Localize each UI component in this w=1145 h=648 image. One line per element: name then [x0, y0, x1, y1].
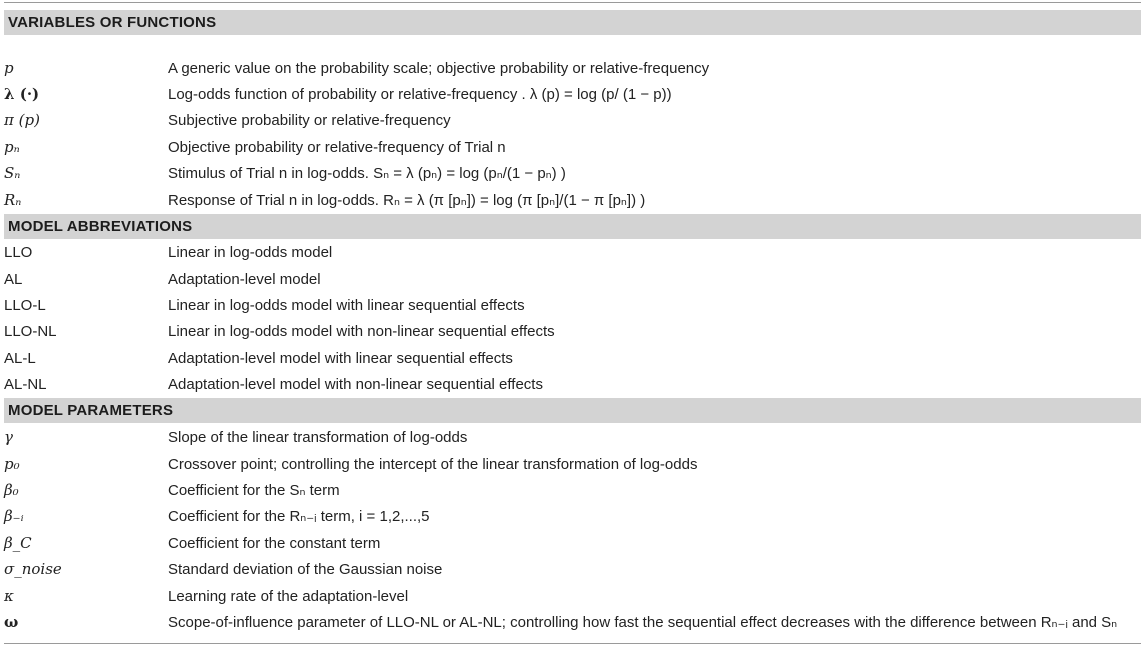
symbol-cell: AL-NL — [4, 375, 47, 393]
description-cell: A generic value on the probability scale; objective probability or relative-frequency — [168, 59, 710, 77]
description-cell: Linear in log-odds model with linear sequential effects — [168, 296, 525, 314]
section-header-abbreviations — [4, 214, 1141, 239]
description-cell: Objective probability or relative-frequency of Trial n — [168, 138, 506, 156]
section-header-parameters — [4, 398, 1141, 423]
table-row — [4, 424, 1141, 450]
symbol-cell: ω — [4, 613, 19, 631]
symbol-cell: Sₙ — [4, 164, 21, 182]
table-top-rule — [4, 2, 1141, 3]
table-row — [4, 583, 1141, 609]
section-title: VARIABLES OR FUNCTIONS — [8, 14, 217, 31]
table-row — [4, 451, 1141, 477]
table-row — [4, 345, 1141, 371]
symbol-cell: AL — [4, 270, 23, 288]
table-row — [4, 134, 1141, 160]
symbol-cell: LLO — [4, 243, 33, 261]
table-bottom-rule — [4, 643, 1141, 644]
description-cell: Scope-of-influence parameter of LLO-NL or AL-NL; controlling how fast the sequential effect decreases with the difference between Rₙ₋ᵢ and Sₙ — [168, 614, 1118, 631]
symbol-cell: β_C — [4, 534, 32, 552]
description-cell: Linear in log-odds model with non-linear sequential effects — [168, 322, 555, 340]
description-cell: Linear in log-odds model — [168, 243, 333, 261]
description-cell: Standard deviation of the Gaussian noise — [168, 560, 443, 578]
description-cell: Subjective probability or relative-frequency — [168, 111, 451, 129]
description-cell: Coefficient for the Rₙ₋ᵢ term, i = 1,2,...,5 — [168, 508, 430, 525]
symbol-cell: λ (·) — [4, 85, 40, 103]
symbol-cell: γ — [4, 428, 13, 446]
table-row — [4, 292, 1141, 318]
description-cell: Adaptation-level model with linear sequential effects — [168, 349, 513, 367]
table-row — [4, 107, 1141, 133]
section-header-variables — [4, 10, 1141, 35]
description-cell: Adaptation-level model with non-linear sequential effects — [168, 375, 543, 393]
table-row — [4, 477, 1141, 503]
table-row — [4, 530, 1141, 556]
symbol-cell: LLO-NL — [4, 322, 57, 340]
description-cell: Crossover point; controlling the intercept of the linear transformation of log-odds — [168, 455, 698, 473]
table-row — [4, 160, 1141, 186]
symbol-cell: β₀ — [4, 481, 19, 499]
description-cell: Log-odds function of probability or relative-frequency . λ (p) = log (p/ (1 − p)) — [168, 85, 672, 103]
section-title: MODEL ABBREVIATIONS — [8, 218, 193, 235]
table-row — [4, 81, 1141, 107]
table-row — [4, 318, 1141, 344]
section-title: MODEL PARAMETERS — [8, 402, 174, 419]
description-cell: Stimulus of Trial n in log-odds. Sₙ = λ (pₙ) = log (pₙ/(1 − pₙ) ) — [168, 165, 566, 182]
table-row — [4, 556, 1141, 582]
symbol-cell: Rₙ — [4, 191, 22, 209]
table-row — [4, 609, 1141, 635]
description-cell: Learning rate of the adaptation-level — [168, 587, 409, 605]
symbol-cell: AL-L — [4, 349, 36, 367]
description-cell: Coefficient for the constant term — [168, 534, 381, 552]
symbol-cell: LLO-L — [4, 296, 46, 314]
symbol-cell: π (p) — [4, 111, 40, 129]
symbol-cell: β₋ᵢ — [4, 507, 24, 525]
description-cell: Response of Trial n in log-odds. Rₙ = λ (π [pₙ]) = log (π [pₙ]/(1 − π [pₙ]) ) — [168, 192, 646, 209]
symbol-cell: κ — [4, 587, 14, 605]
description-cell: Adaptation-level model — [168, 270, 321, 288]
table-row — [4, 266, 1141, 292]
table-row — [4, 187, 1141, 213]
symbol-cell: p₀ — [4, 455, 20, 473]
table-row — [4, 239, 1141, 265]
description-cell: Slope of the linear transformation of log-odds — [168, 428, 468, 446]
symbol-cell: pₙ — [4, 138, 20, 156]
table-row — [4, 55, 1141, 81]
description-cell: Coefficient for the Sₙ term — [168, 482, 340, 499]
table-row — [4, 503, 1141, 529]
symbol-cell: p — [4, 59, 14, 77]
table-row — [4, 371, 1141, 397]
symbol-cell: σ_noise — [4, 560, 62, 578]
